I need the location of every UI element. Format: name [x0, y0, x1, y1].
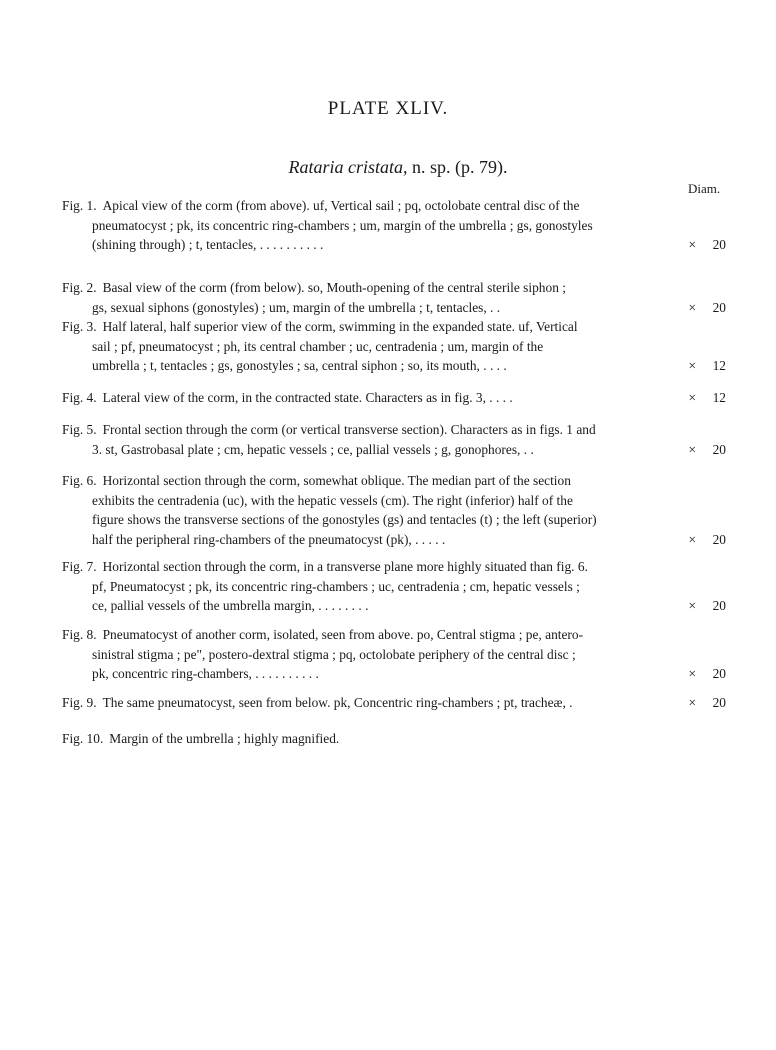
figure-caption — [62, 196, 728, 255]
caption-line — [62, 440, 728, 460]
magnification-value: 12 — [712, 358, 726, 374]
caption-line — [62, 317, 728, 337]
figure-caption — [62, 557, 728, 616]
figure-caption — [62, 317, 728, 376]
magnification-sign: × — [688, 666, 696, 682]
caption-line — [62, 235, 728, 255]
figure-label: Fig. 6. — [62, 473, 97, 488]
figure-label: Fig. 1. — [62, 198, 97, 213]
caption-text: Horizontal section through the corm, somewhat oblique. The median part of the section — [102, 473, 571, 488]
caption-text: umbrella ; t, tentacles ; gs, gonostyles ; sa, central siphon ; so, its mouth, . . . . — [92, 358, 507, 374]
caption-line — [62, 298, 728, 318]
magnification-sign: × — [688, 237, 696, 253]
caption-text: (shining through) ; t, tentacles, . . . . . . . . . . — [92, 237, 324, 253]
caption-line — [62, 491, 728, 511]
caption-line — [62, 596, 728, 616]
magnification-value: 12 — [712, 390, 726, 405]
caption-line — [62, 196, 728, 216]
caption-line — [62, 510, 728, 530]
caption-line — [62, 420, 728, 440]
figure-label: Fig. 8. — [62, 627, 97, 642]
caption-text: Apical view of the corm (from above). uf, Vertical sail ; pq, octolobate central disc of the — [102, 198, 580, 213]
caption-line — [62, 577, 728, 597]
caption-text: Basal view of the corm (from below). so, Mouth-opening of the central sterile siphon ; — [102, 280, 566, 295]
caption-text: pneumatocyst ; pk, its concentric ring-chambers ; um, margin of the umbrella ; gs, gonostyles — [92, 217, 593, 233]
caption-text: pk, concentric ring-chambers, . . . . . . . . . . — [92, 666, 319, 682]
caption-text: sail ; pf, pneumatocyst ; ph, its central chamber ; uc, centradenia ; um, margin of the — [92, 338, 544, 354]
species-name: Rataria cristata — [288, 157, 403, 177]
caption-line — [62, 625, 728, 645]
caption-line — [62, 729, 728, 749]
magnification-value: 20 — [712, 666, 726, 682]
magnification-value: 20 — [712, 531, 726, 547]
caption-text: Half lateral, half superior view of the corm, swimming in the expanded state. uf, Vertical — [102, 319, 578, 334]
figure-caption — [62, 625, 728, 684]
caption-line — [62, 216, 728, 236]
species-heading — [0, 157, 776, 178]
magnification-value: 20 — [712, 441, 726, 457]
figure-caption — [62, 420, 728, 459]
magnification-sign: × — [688, 598, 696, 614]
figure-label: Fig. 10. — [62, 731, 104, 746]
magnification-value: 20 — [712, 237, 726, 253]
magnification-sign: × — [688, 441, 696, 457]
magnification-sign: × — [688, 299, 696, 315]
caption-text: figure shows the transverse sections of the gonostyles (gs) and tentacles (t) ; the left (superior) — [92, 512, 597, 528]
caption-line — [62, 557, 728, 577]
magnification-sign: × — [688, 390, 696, 405]
figure-label: Fig. 7. — [62, 559, 97, 574]
species-suffix: , n. sp. (p. 79). — [403, 157, 508, 177]
caption-text: ce, pallial vessels of the umbrella margin, . . . . . . . . — [92, 598, 369, 614]
figure-caption — [62, 388, 728, 408]
caption-text: The same pneumatocyst, seen from below. pk, Concentric ring-chambers ; pt, tracheæ, . — [102, 695, 573, 710]
caption-line — [62, 278, 728, 298]
caption-text: pf, Pneumatocyst ; pk, its concentric ring-chambers ; uc, centradenia ; cm, hepatic vessels ; — [92, 578, 580, 594]
figure-label: Fig. 9. — [62, 695, 97, 710]
caption-text: Pneumatocyst of another corm, isolated, seen from above. po, Central stigma ; pe, antero- — [102, 627, 584, 642]
caption-line — [62, 471, 728, 491]
magnification-sign: × — [688, 358, 696, 374]
figure-label: Fig. 5. — [62, 422, 97, 437]
caption-text: Horizontal section through the corm, in a transverse plane more highly situated than fig. 6. — [102, 559, 588, 574]
figure-caption — [62, 471, 728, 549]
caption-text: 3. st, Gastrobasal plate ; cm, hepatic vessels ; ce, pallial vessels ; g, gonophores, . . — [92, 441, 534, 457]
figure-caption — [62, 693, 728, 713]
caption-line — [62, 645, 728, 665]
caption-text: half the peripheral ring-chambers of the pneumatocyst (pk), . . . . . — [92, 531, 446, 547]
magnification-value: 20 — [712, 598, 726, 614]
caption-line — [62, 693, 728, 713]
caption-line — [62, 530, 728, 550]
figure-label: Fig. 4. — [62, 390, 97, 405]
magnification-sign: × — [688, 531, 696, 547]
caption-text: exhibits the centradenia (uc), with the hepatic vessels (cm). The right (inferior) half of the — [92, 492, 573, 508]
caption-text: Frontal section through the corm (or vertical transverse section). Characters as in figs. 1 and — [102, 422, 596, 437]
caption-text: gs, sexual siphons (gonostyles) ; um, margin of the umbrella ; t, tentacles, . . — [92, 299, 501, 315]
caption-line — [62, 337, 728, 357]
caption-line — [62, 664, 728, 684]
caption-text: sinistral stigma ; pe", postero-dextral stigma ; pq, octolobate periphery of the central disc ; — [92, 646, 576, 662]
figure-label: Fig. 3. — [62, 319, 97, 334]
caption-text: Lateral view of the corm, in the contracted state. Characters as in fig. 3, . . . . — [102, 390, 513, 405]
magnification-value: 20 — [712, 299, 726, 315]
figure-caption — [62, 278, 728, 317]
diam-column-header: Diam. — [688, 181, 721, 196]
caption-line — [62, 356, 728, 376]
caption-text: Margin of the umbrella ; highly magnified. — [109, 731, 340, 746]
caption-line — [62, 388, 728, 408]
magnification-sign: × — [688, 695, 696, 710]
figure-label: Fig. 2. — [62, 280, 97, 295]
figure-caption — [62, 729, 728, 749]
magnification-value: 20 — [712, 695, 726, 710]
plate-title: PLATE XLIV. — [327, 98, 449, 119]
